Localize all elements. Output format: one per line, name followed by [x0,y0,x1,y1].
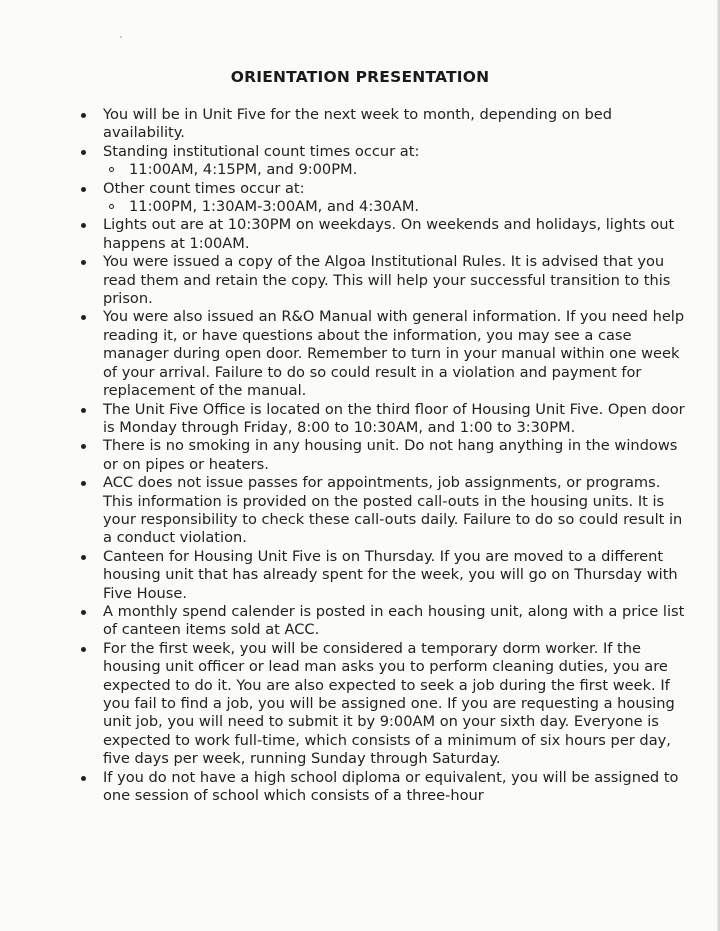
list-item [103,640,689,769]
list-item-text: You were also issued an R&O Manual with general information. If you need help reading it, or have questions about the information, you may see a case manager during open door. Remember to turn in your manual within one week of your arrival. Failure to do so could result in a violation and payment for replacement of the manual. [103,308,685,400]
paper-speck [120,36,122,38]
list-item [103,106,689,143]
list-item [103,437,689,474]
sub-list-item: 11:00PM, 1:30AM-3:00AM, and 4:30AM. [129,198,689,216]
list-item [103,253,689,308]
bullet-list [72,106,689,805]
sub-list-item: 11:00AM, 4:15PM, and 9:00PM. [129,161,689,179]
list-item [103,401,689,438]
list-item-text: For the first week, you will be considered a temporary dorm worker. If the housing unit officer or lead man asks you to perform cleaning duties, you are expected to do it. You are also expected to seek a job during the first week. If you fail to find a job, you will be assigned one. If you are requesting a housing unit job, you will need to submit it by 9:00AM on your sixth day. Everyone is expected to work full-time, which consists of a minimum of six hours per day, five days per week, running Sunday through Saturday. [103,639,675,768]
list-item-text: The Unit Five Office is located on the third floor of Housing Unit Five. Open door is Monday through Friday, 8:00 to 10:30AM, and 1:00 to 3:30PM. [103,400,685,436]
list-item [103,308,689,400]
list-item [103,548,689,603]
list-item [103,474,689,548]
sub-list [103,161,689,179]
list-item-text: You were issued a copy of the Algoa Institutional Rules. It is advised that you read them and retain the copy. This will help your successful transition to this prison. [103,253,671,308]
list-item-text: Canteen for Housing Unit Five is on Thursday. If you are moved to a different housing unit that has already spent for the week, you will go on Thursday with Five House. [103,547,678,602]
list-item-text: Other count times occur at: [103,179,305,197]
list-item-text: Lights out are at 10:30PM on weekdays. On weekends and holidays, lights out happens at 1:00AM. [103,216,675,252]
list-item-text: There is no smoking in any housing unit. Do not hang anything in the windows or on pipes or heaters. [103,437,678,473]
list-item-text: Standing institutional count times occur at: [103,142,420,160]
list-item [103,769,689,806]
list-item [103,180,689,217]
list-item-text: A monthly spend calender is posted in each housing unit, along with a price list of canteen items sold at ACC. [103,602,685,639]
list-item-text: You will be in Unit Five for the next week to month, depending on bed availability. [103,106,613,142]
list-item [103,216,689,253]
list-item [103,603,689,640]
list-item-text: If you do not have a high school diploma or equivalent, you will be assigned to one session of school which consists of a three-hour [103,768,679,805]
document-title: ORIENTATION PRESENTATION [230,68,490,86]
list-item [103,143,689,180]
list-item-text: ACC does not issue passes for appointments, job assignments, or programs. This information is provided on the posted call-outs in the housing units. It is your responsibility to check these call-outs daily. Failure to do so could result in a conduct violation. [103,474,683,547]
sub-list [103,198,689,216]
